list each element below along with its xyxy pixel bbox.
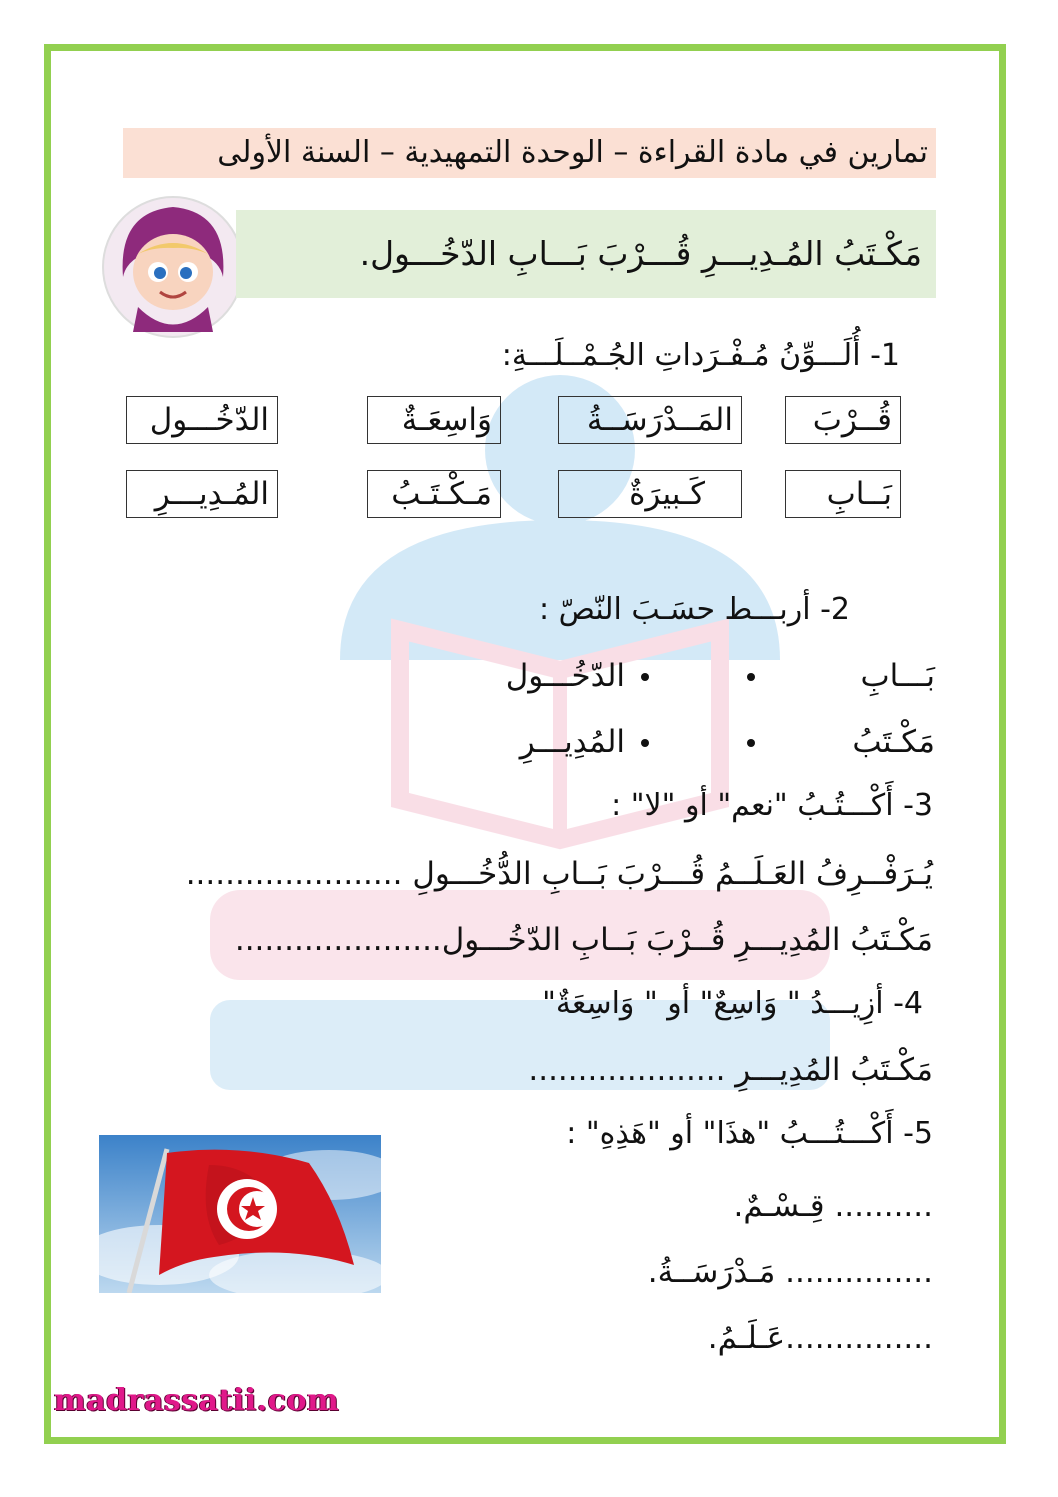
match-right-word: الدّخُـــول (505, 658, 625, 694)
word-box[interactable]: الدّخُـــول (126, 396, 278, 444)
q4-title: 4- أزِيـــدُ " وَاسِعٌ" أو " وَاسِعَةٌ" (542, 986, 923, 1021)
q3-title: 3- أَكْـــتُـبُ "نعم" أو "لا" : (611, 788, 933, 823)
answer-line[interactable]: يُـرَفْــرِفُ العَـلَــمُ قُـــرْبَ بَــابِ الدُّخُـــولِ ...................... (185, 856, 933, 892)
match-dot[interactable] (641, 739, 649, 747)
q5-title: 5- أَكْـــتُـــبُ "هذَا" أو "هَذِهِ" : (566, 1116, 933, 1151)
match-dot[interactable] (641, 673, 649, 681)
match-left-word: مَكْـتَبُ (852, 724, 935, 760)
answer-line[interactable]: ...............عَـلَـمُ. (707, 1320, 933, 1356)
match-dot[interactable] (747, 673, 755, 681)
reading-sentence: مَكْـتَبُ المُـدِيـــرِ قُـــرْبَ بَـــابِ الدّخُـــول. (236, 210, 936, 298)
word-box[interactable]: مَـكْـتَـبُ (367, 470, 501, 518)
website-watermark[interactable]: madrassatii.com (54, 1383, 340, 1418)
word-box[interactable]: كَـبيرَةٌ (558, 470, 742, 518)
tunisia-flag-icon (99, 1135, 381, 1293)
girl-avatar-icon (98, 192, 248, 342)
answer-line[interactable]: مَكْـتَبُ المُدِيـــرِ قُــرْبَ بَــابِ الدّخُـــول..................... (234, 922, 933, 958)
answer-line[interactable]: مَكْـتَبُ المُدِيـــرِ .................... (528, 1052, 933, 1088)
word-box[interactable]: المُـدِيـــرِ (126, 470, 278, 518)
match-dot[interactable] (747, 739, 755, 747)
match-right-word: المُدِيـــرِ (519, 724, 625, 760)
word-box[interactable]: المَــدْرَسَــةُ (558, 396, 742, 444)
match-row (480, 652, 935, 700)
match-left-word: بَـــابِ (860, 658, 935, 694)
answer-line[interactable]: ............... مَـدْرَسَــةُ. (647, 1254, 933, 1290)
word-box[interactable]: قُــرْبَ (785, 396, 901, 444)
worksheet-title: تمارين في مادة القراءة – الوحدة التمهيدية – السنة الأولى (123, 128, 936, 178)
match-row (480, 718, 935, 766)
answer-line[interactable]: .......... قِـسْـمٌ. (733, 1188, 933, 1224)
q2-title: 2- أربـــط حسَـبَ النّصّ : (538, 592, 850, 627)
word-box[interactable]: بَــابِ (785, 470, 901, 518)
word-box[interactable]: وَاسِعَـةٌ (367, 396, 501, 444)
q1-title: 1- أُلَـــوِّنُ مُـفْـرَداتِ الجُـمْــلَـــةِ: (501, 338, 900, 373)
